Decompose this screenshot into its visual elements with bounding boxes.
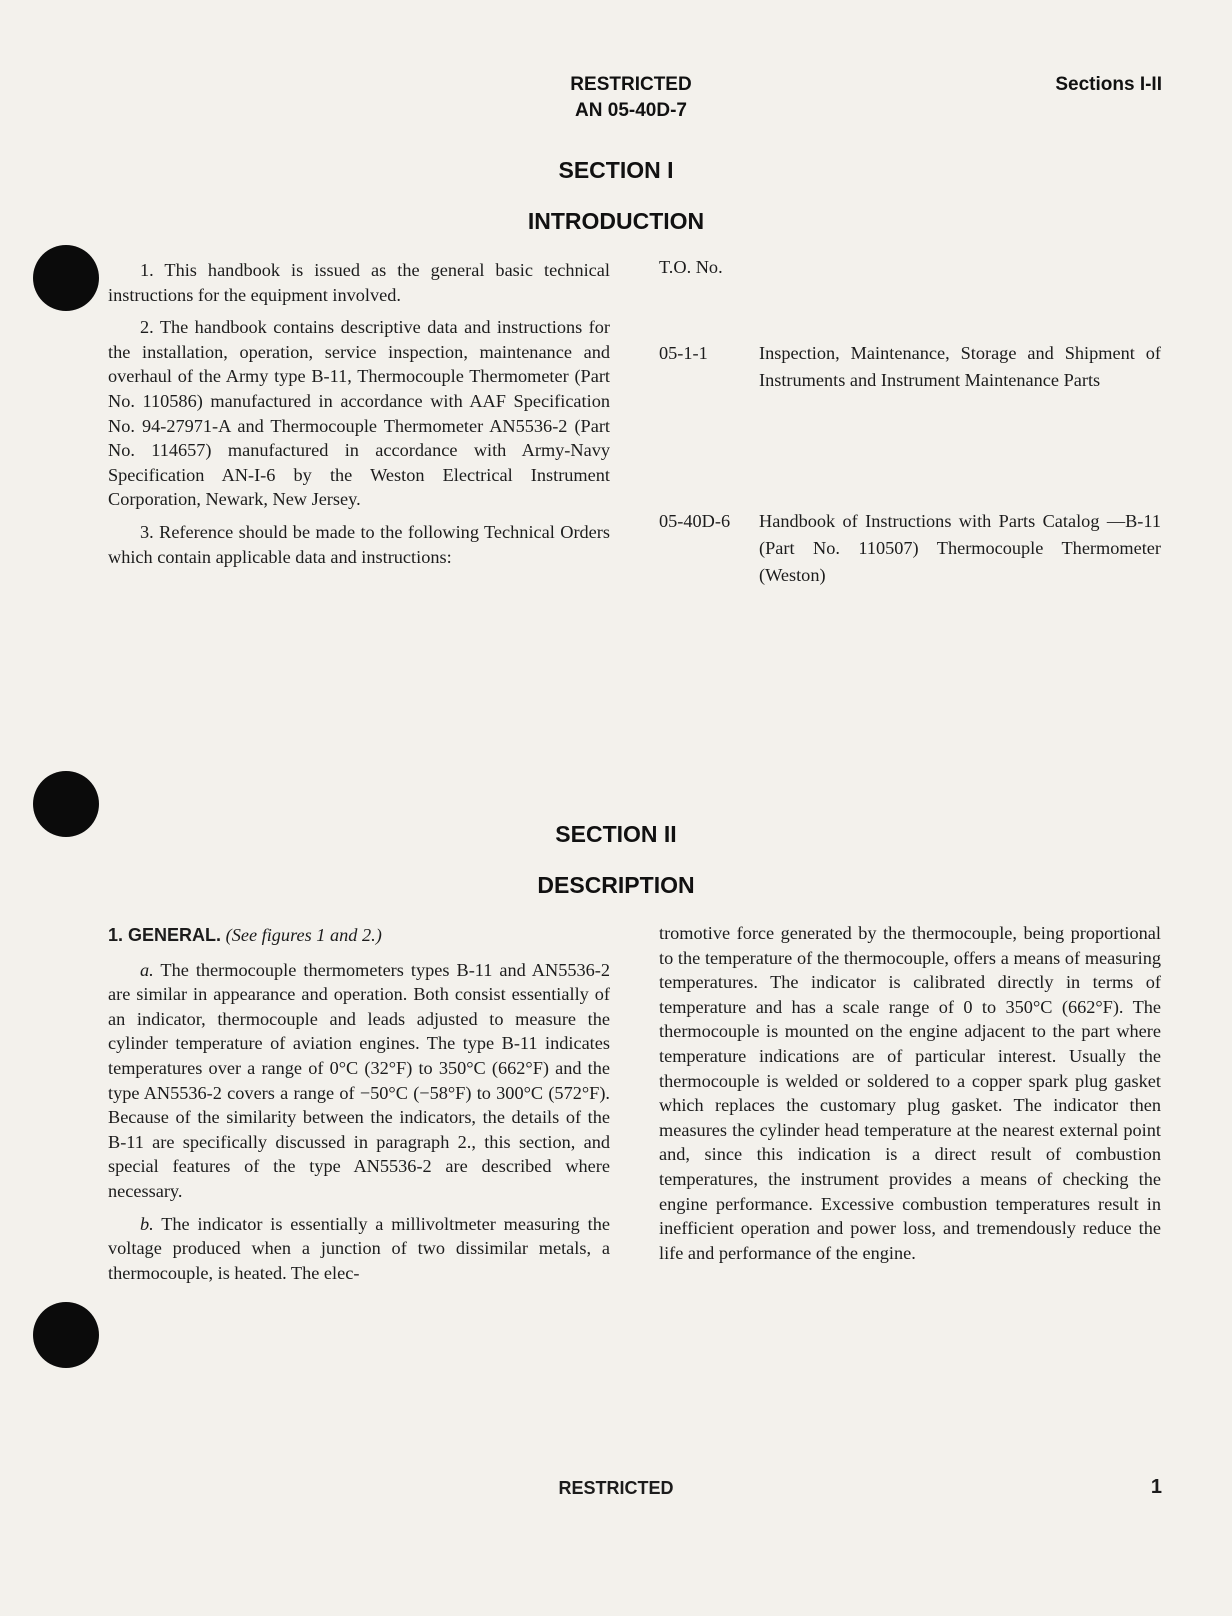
tech-order-number: 05-1-1 xyxy=(659,343,708,363)
header-section-ref: Sections I-II xyxy=(1055,74,1162,95)
general-heading-label: 1. GENERAL. xyxy=(108,925,222,945)
footer-classification: RESTRICTED xyxy=(558,1478,674,1498)
general-heading-note: (See figures 1 and 2.) xyxy=(225,925,382,945)
section1-paragraph-1: 1. This handbook is issued as the general basic technical instructions for the equipment involved. xyxy=(108,260,610,305)
section1-subtitle: INTRODUCTION xyxy=(527,208,705,234)
section1-body xyxy=(108,258,610,577)
section1-title: SECTION I xyxy=(558,157,674,183)
tech-order-header: T.O. No. xyxy=(659,257,723,277)
paragraph-a-text: The thermocouple thermometers types B-11 and AN5536-2 are similar in appearance and operation. Both consist essentially of an indicator, thermocouple and leads adjusted to measure the cylinder temperature of aviation engines. The type B-11 indicates temperatures over a range of 0°C (32°F) to 350°C (662°F) and the type AN5536-2 covers a range of −50°C (−58°F) to 300°C (572°F). Because of the similarity between the indicators, the details of the B-11 are specifically discussed in paragraph 2., this section, and special features of the type AN5536-2 are described where necessary. xyxy=(108,959,610,1201)
paragraph-b-continued: tromotive force generated by the thermocouple, being proportional to the temperature of the thermocouple, offers a means of measuring temperatures. The indicator is calibrated directly in terms of temperature and has a scale range of 0 to 350°C (662°F). The thermocouple is mounted on the engine adjacent to the part where temperature indications are of particular interest. Usually the thermocouple is welded or soldered to a copper spark plug gasket which replaces the customary plug gasket. The indicator then measures the cylinder head temperature at the nearest external point and, since this indication is a direct result of combustion temperatures, the instrument provides a means of checking the engine performance. Excessive combustion temperatures result in inefficient operation and power loss, and tremendously reduce the life and performance of the engine. xyxy=(659,923,1161,1263)
tech-order-description: Handbook of Instructions with Parts Catalog —B-11 (Part No. 110507) Thermocouple Thermometer (Weston) xyxy=(759,511,1161,585)
paragraph-a-label: a. xyxy=(140,959,154,980)
paragraph-b xyxy=(108,1212,610,1286)
header-classification: RESTRICTED xyxy=(570,74,692,95)
section2-left-column xyxy=(108,923,610,1293)
section2-subtitle: DESCRIPTION xyxy=(537,872,695,898)
section2-right-column xyxy=(659,921,1161,1273)
section1-paragraph-3: 3. Reference should be made to the following Technical Orders which contain applicable data and instructions: xyxy=(108,521,610,567)
page-number: 1 xyxy=(1150,1476,1162,1498)
paragraph-b-label: b. xyxy=(140,1213,154,1234)
section2-title: SECTION II xyxy=(555,821,677,847)
tech-order-description: Inspection, Maintenance, Storage and Shipment of Instruments and Instrument Maintenance Parts xyxy=(759,343,1161,390)
binder-hole-bottom xyxy=(33,1302,99,1368)
paragraph-b-text: The indicator is essentially a millivoltmeter measuring the voltage produced when a junction of two dissimilar metals, a thermocouple, is heated. The elec- xyxy=(108,1213,610,1283)
general-heading xyxy=(108,923,610,948)
section1-paragraph-2: 2. The handbook contains descriptive data and instructions for the installation, operation, service inspection, maintenance and overhaul of the Army type B-11, Thermocouple Thermometer (Part No. 110586) manufactured in accordance with AAF Specification No. 94-27971-A and Thermocouple Thermometer AN5536-2 (Part No. 114657) manufactured in accordance with Army-Navy Specification AN-I-6 by the Weston Electrical Instrument Corporation, Newark, New Jersey. xyxy=(108,317,610,510)
header-doc-number: AN 05-40D-7 xyxy=(575,100,687,121)
binder-hole-top xyxy=(33,245,99,311)
paragraph-a xyxy=(108,958,610,1204)
tech-order-number: 05-40D-6 xyxy=(659,511,731,531)
